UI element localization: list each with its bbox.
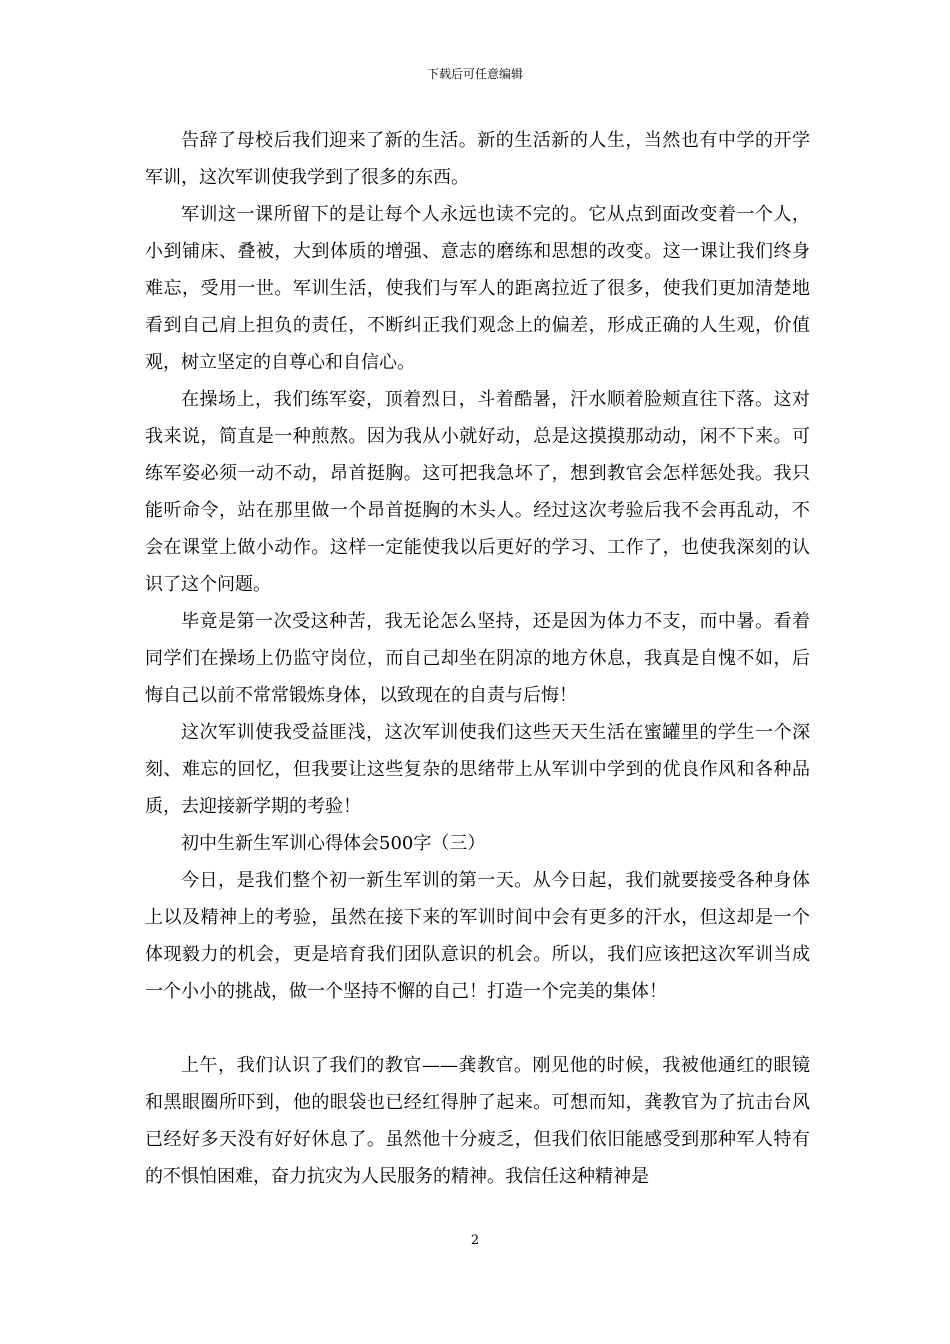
paragraph-6: 今日，是我们整个初一新生军训的第一天。从今日起，我们就要接受各种身体上以及精神上的考验，虽然在接下来的军训时间中会有更多的汗水，但这却是一个体现毅力的机会，更是培育我们团队意识的机会。所以，我们应该把这次军训当成一个小小的挑战，做一个坚持不懈的自己！打造一个完美的集体！ [145, 870, 810, 1002]
page-number: 2 [470, 1233, 480, 1248]
paragraph-7: 上午，我们认识了我们的教官——龚教官。刚见他的时候，我被他通红的眼镜和黑眼圈所吓到，他的眼袋也已经红得肿了起来。可想而知，龚教官为了抗击台风已经好多天没有好好休息了。虽然他十分疲乏，但我们依旧能感受到那种军人特有的不惧怕困难，奋力抗灾为人民服务的精神。我信任这种精神是 [145, 1055, 810, 1187]
paragraph-1: 告辞了母校后我们迎来了新的生活。新的生活新的人生，当然也有中学的开学军训，这次军训使我学到了很多的东西。 [145, 130, 810, 188]
paragraph-3: 在操场上，我们练军姿，顶着烈日，斗着酷暑，汗水顺着脸颊直往下落。这对我来说，简直是一种煎熬。因为我从小就好动，总是这摸摸那动动，闲不下来。可练军姿必须一动不动，昂首挺胸。这可把我急坏了，想到教官会怎样惩处我。我只能听命令，站在那里做一个昂首挺胸的木头人。经过这次考验后我不会再乱动，不会在课堂上做小动作。这样一定能使我以后更好的学习、工作了，也使我深刻的认识了这个问题。 [145, 389, 810, 595]
page-header: 下载后可任意编辑 [426, 67, 523, 81]
section-heading: 初中生新生军训心得体会500字（三） [181, 833, 486, 854]
blank-line [145, 1010, 810, 1047]
paragraph-5: 这次军训使我受益匪浅，这次军训使我们这些天天生活在蜜罐里的学生一个深刻、难忘的回忆，但我要让这些复杂的思绪带上从军训中学到的优良作风和各种品质，去迎接新学期的考验！ [145, 722, 810, 817]
paragraph-2: 军训这一课所留下的是让每个人永远也读不完的。它从点到面改变着一个人，小到铺床、叠被，大到体质的增强、意志的磨练和思想的改变。这一课让我们终身难忘，受用一世。军训生活，使我们与军人的距离拉近了很多，使我们更加清楚地看到自己肩上担负的责任，不断纠正我们观念上的偏差，形成正确的人生观，价值观，树立坚定的自尊心和自信心。 [145, 204, 810, 373]
paragraph-4: 毕竟是第一次受这种苦，我无论怎么坚持，还是因为体力不支，而中暑。看着同学们在操场上仍监守岗位，而自己却坐在阴凉的地方休息，我真是自愧不如，后悔自己以前不常常锻炼身体，以致现在的自责与后悔！ [145, 611, 810, 706]
document-body [145, 122, 810, 1195]
